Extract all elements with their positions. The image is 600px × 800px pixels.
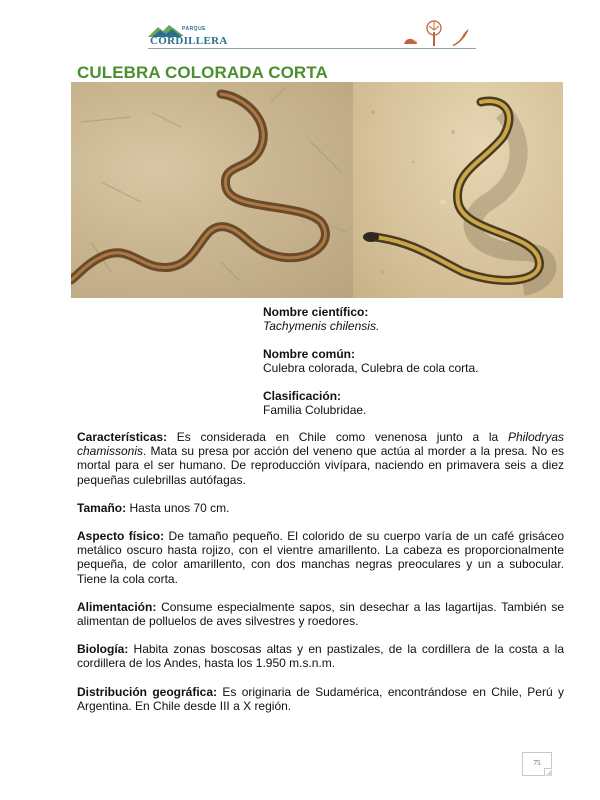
distribucion-paragraph xyxy=(77,685,564,713)
caracteristicas-paragraph xyxy=(77,430,564,487)
caracteristicas-text-b: . Mata su presa por acción del veneno que actúa al morder a la presa. No es mortal para el ser humano. De reproducción vivípara, naciendo en primavera seis a diez pequeñas culebrillas autófagas. xyxy=(77,444,564,487)
snake-photo-right xyxy=(353,82,563,298)
alimentacion-paragraph xyxy=(77,600,564,628)
logo-parque-text: PARQUE xyxy=(182,26,207,32)
classification-block xyxy=(263,389,563,417)
species-description xyxy=(77,430,564,727)
page-number-box xyxy=(522,752,552,776)
caracteristicas-text-a: Es considerada en Chile como venenosa junto a la xyxy=(167,430,508,444)
tamano-paragraph xyxy=(77,501,564,515)
alimentacion-text: Consume especialmente sapos, sin desechar a las lagartijas. También se alimentan de polluelos de aves silvestres y roedores. xyxy=(77,599,564,629)
scientific-name-label: Nombre científico: xyxy=(263,305,369,319)
classification-value: Familia Colubridae. xyxy=(263,403,367,417)
page-curl-icon xyxy=(544,768,552,776)
header-rule xyxy=(148,48,476,49)
species-info xyxy=(263,305,563,431)
tamano-text: Hasta unos 70 cm. xyxy=(126,500,230,515)
aspecto-text: De tamaño pequeño. El colorido de su cuerpo varía de un café grisáceo metálico oscuro hasta rojizo, con el vientre amarillento. La cabeza es proporcionalmente pequeña, de color amarillento, con dos manchas negras preoculares y un a subocular. Tiene la cola corta. xyxy=(77,529,565,586)
tamano-label: Tamaño: xyxy=(77,500,127,515)
common-name-block xyxy=(263,347,563,375)
page-title: CULEBRA COLORADA CORTA xyxy=(77,63,328,82)
biologia-paragraph xyxy=(77,642,564,670)
snake-photos xyxy=(71,82,563,298)
biologia-text: Habita zonas boscosas altas y en pastizales, de la cordillera de la costa a la cordillera de los Andes, hasta los 1.950 m.s.n.m. xyxy=(77,642,564,671)
common-name-label: Nombre común: xyxy=(263,347,356,361)
aspecto-paragraph xyxy=(77,529,564,586)
distribucion-label: Distribución geográfica: xyxy=(77,684,218,699)
biologia-label: Biología: xyxy=(77,642,129,657)
snake-photo-left xyxy=(71,82,353,298)
caracteristicas-label: Características: xyxy=(77,430,168,444)
fox-tree-bird-icon xyxy=(394,18,474,48)
distribucion-text: Es originaria de Sudamérica, encontrándose en Chile, Perú y Argentina. En Chile desde III a X región. xyxy=(77,684,564,713)
common-name-value: Culebra colorada, Culebra de cola corta. xyxy=(263,361,479,375)
alimentacion-label: Alimentación: xyxy=(77,599,157,614)
caracteristicas-species: Philodryas chamissonis xyxy=(77,430,564,459)
page-header xyxy=(140,18,480,54)
page-number: 75 xyxy=(533,759,541,767)
logo-cordillera-text: CORDILLERA xyxy=(150,35,228,47)
parque-cordillera-logo xyxy=(148,22,228,50)
classification-label: Clasificación: xyxy=(263,389,342,403)
scientific-name-block xyxy=(263,305,563,333)
scientific-name-value: Tachymenis chilensis. xyxy=(263,319,380,333)
aspecto-label: Aspecto físico: xyxy=(77,529,165,544)
